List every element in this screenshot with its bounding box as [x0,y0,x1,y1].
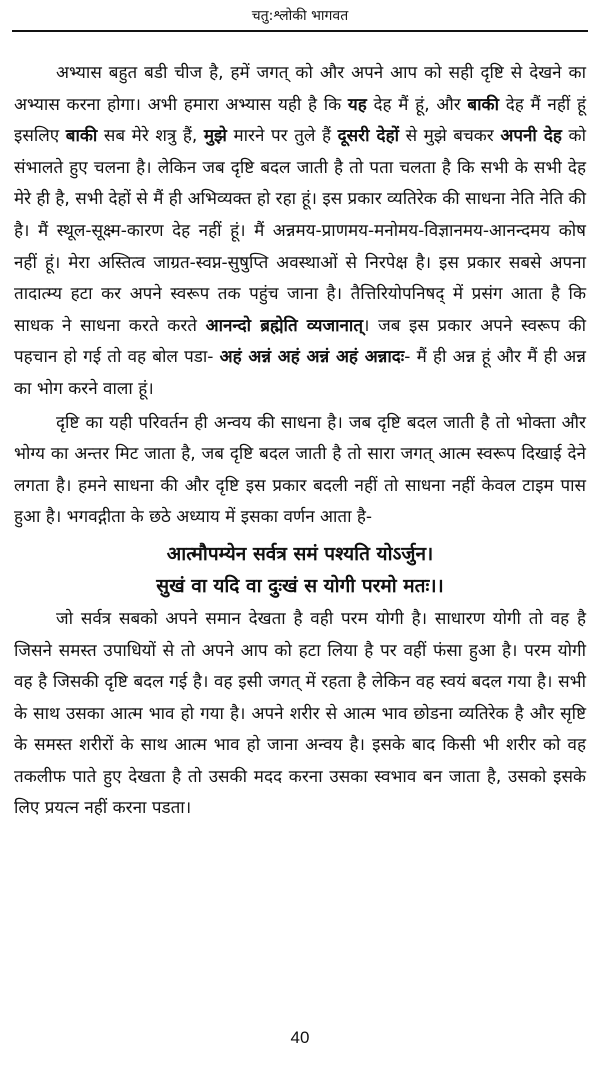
paragraph-1-text: को संभालते हुए चलना है। लेकिन जब दृष्टि बदल जाती है तो पता चलता है कि सभी के सभी देह मेरे ही है, सभी देहों से मैं ही अभिव्यक्त हो रहा हूं। इस प्रकार व्यतिरेक की साधना नेति नेति की है। मैं स्थूल-सूक्ष्म-कारण देह नहीं हूं। मैं अन्नमय-प्राणमय-मनोमय-विज्ञानमय-आनन्दमय कोष नहीं हूं। मेरा अस्तित्व जाग्रत-स्वप्न-सुषुप्ति अवस्थाओं से निरपेक्ष है। इस प्रकार सबसे अपना तादात्म्य हटा कर अपने स्वरूप तक पहुंच जाना है। तैत्तिरियोपनिषद् में प्रसंग आता है कि साधक ने साधना करते करते [14,126,587,336]
bold-term: मुझे [203,126,227,147]
paragraph-3: जो सर्वत्र सबको अपने समान देखता है वही परम योगी है। साधारण योगी तो वह है जिसने समस्त उपाधियों से तो अपने आप को हटा लिया है पर वहीं फंसा हुआ है। परम योगी वह है जिसकी दृष्टि बदल गई है। वह इसी जगत् में रहता है लेकिन वह स्वयं बदल गया है। सभी के साथ उसका आत्म भाव हो गया है। अपने शरीर से आत्म भाव छोडना व्यतिरेक है और सृष्टि के समस्त शरीरों के साथ आत्म भाव हो जाना अन्वय है। इसके बाद किसी भी शरीर को वह तकलीफ पाते हुए देखता है तो उसकी मदद करना उसका स्वभाव बन जाता है, उसको इसके लिए प्रयत्न नहीं करना पडता। [14,608,586,819]
paragraph-1-text: से मुझे बचकर [399,126,501,147]
verse-line-1: आत्मौपम्येन सर्वत्र समं पश्यति योऽर्जुन। [166,542,434,565]
page-number: 40 [290,1028,310,1047]
bold-quote: अहं अन्नं अहं अन्नं अहं अन्नादः [219,347,405,368]
paragraph-1-text: देह मैं नहीं हूं इसलिए [14,94,587,147]
paragraph-1-text: सब मेरे शत्रु हैं, [97,126,204,147]
paragraph-1 [14,58,586,406]
gita-verse [14,538,586,602]
paragraph-1-text: । जब इस प्रकार अपने स्वरूप की पहचान हो गई तो वह बोल पडा- [14,315,586,368]
bold-quote: आनन्दो ब्रह्मेति व्यजानात् [205,315,364,336]
bold-term: यह [347,94,367,115]
bold-term: बाकी [467,94,499,115]
paragraph-1-text: - मैं ही अन्न हूं और मैं ही अन्न का भोग करने वाला हूं। [14,347,586,399]
paragraph-1-text: देह मैं हूं, और [366,94,468,115]
bold-term: दूसरी देहों [337,126,400,147]
bold-term: बाकी [65,126,98,147]
page-body [14,58,586,825]
verse-line-2: सुखं वा यदि वा दुःखं स योगी परमो मतः।। [156,574,444,597]
paragraph-2: दृष्टि का यही परिवर्तन ही अन्वय की साधना है। जब दृष्टि बदल जाती है तो भोक्ता और भोग्य का अन्तर मिट जाता है, जब दृष्टि बदल जाती है तो सारा जगत् आत्म स्वरूप दिखाई देने लगता है। हमने साधना की और दृष्टि इस प्रकार बदली नहीं तो साधना नहीं केवल टाइम पास हुआ है। भगवद्गीता के छठे अध्याय में इसका वर्णन आता है- [14,412,586,528]
header-rule [12,30,588,32]
running-title: चतु:श्लोकी भागवत [251,8,349,24]
bold-term: अपनी देह [500,126,562,147]
paragraph-1-text: अभ्यास बहुत बडी चीज है, हमें जगत् को और अपने आप को सही दृष्टि से देखने का अभ्यास करना होगा। अभी हमारा अभ्यास यही है कि [14,63,586,115]
paragraph-1-text: मारने पर तुले हैं [226,126,338,147]
